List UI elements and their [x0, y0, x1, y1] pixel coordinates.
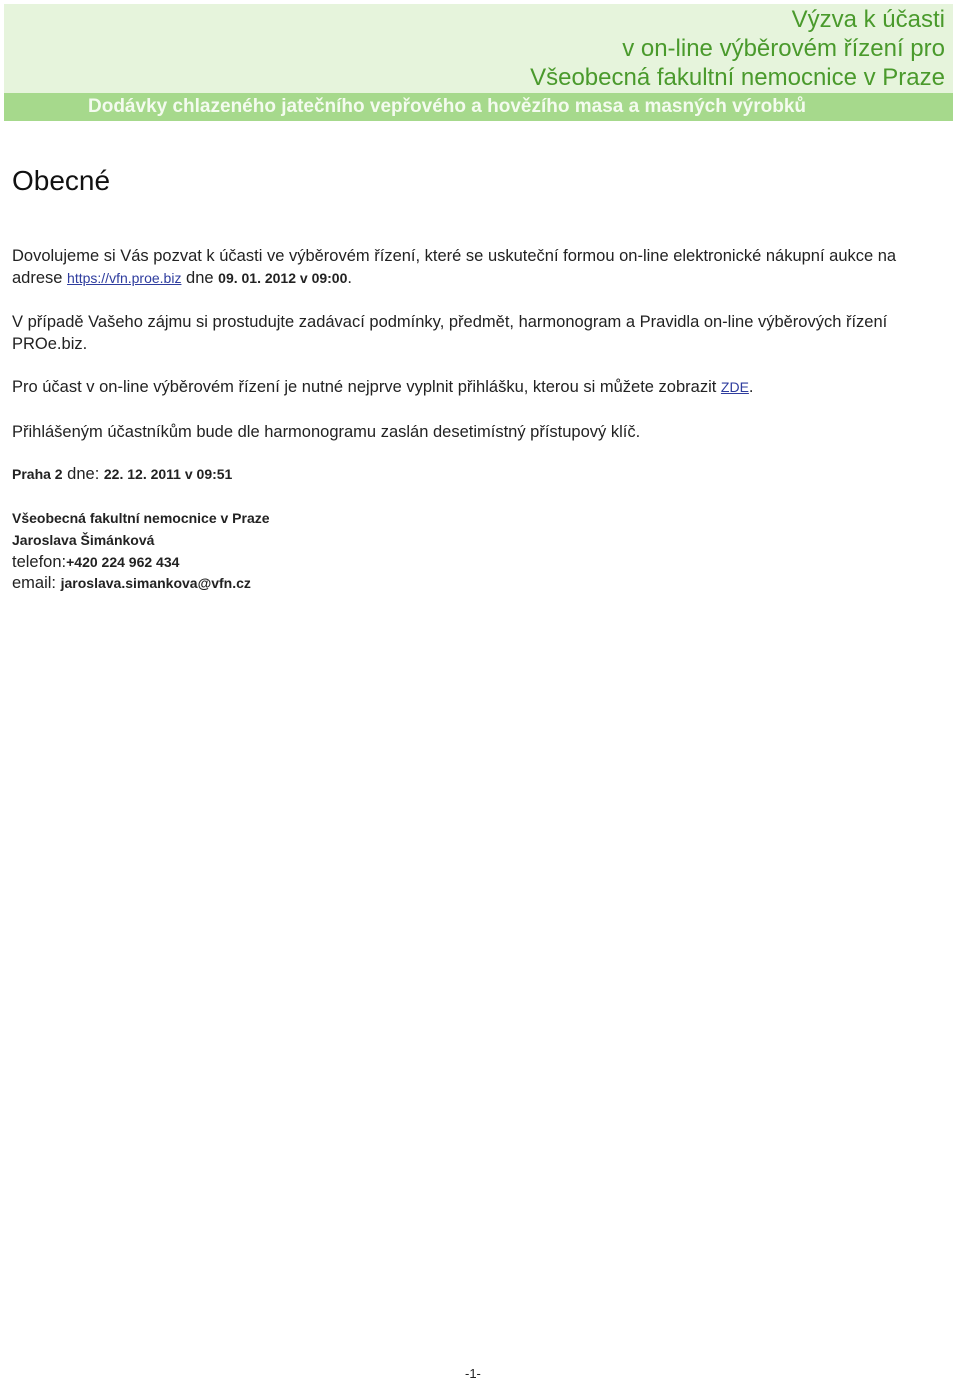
invitation-paragraph [12, 245, 942, 289]
signature-email [12, 573, 251, 593]
contact-name: Jaroslava Šimánková [12, 532, 155, 548]
organization-name: Všeobecná fakultní nemocnice v Praze [12, 510, 270, 526]
phone-value: +420 224 962 434 [66, 554, 180, 570]
issue-date-line [12, 464, 232, 484]
document-header [4, 4, 953, 121]
header-title-line-3: Všeobecná fakultní nemocnice v Praze [530, 64, 945, 91]
header-title-line-1: Výzva k účasti [791, 6, 945, 33]
registration-text: Pro účast v on-line výběrovém řízení je nutné nejprve vyplnit přihlášku, kterou si můžete zobrazit [12, 378, 721, 396]
access-key-paragraph: Přihlášeným účastníkům bude dle harmonogramu zaslán desetimístný přístupový klíč. [12, 423, 641, 441]
signature-name [12, 530, 154, 550]
email-value: jaroslava.simankova@vfn.cz [60, 575, 251, 591]
invitation-end: . [347, 269, 352, 287]
signature-phone [12, 552, 179, 572]
header-title-line-2: v on-line výběrovém řízení pro [622, 35, 945, 62]
registration-form-link[interactable]: ZDE [720, 379, 749, 395]
issue-place: Praha 2 [12, 466, 63, 482]
issue-date-label: dne: [62, 465, 104, 483]
header-subtitle: Dodávky chlazeného jatečního vepřového a hovězího masa a masných výrobků [88, 96, 807, 117]
email-label: email: [12, 574, 61, 592]
issue-date-value: 22. 12. 2011 v 09:51 [103, 466, 233, 482]
signature-organization [12, 508, 270, 528]
phone-label: telefon: [12, 553, 67, 571]
auction-url-link[interactable]: https://vfn.proe.biz [67, 270, 182, 286]
conditions-paragraph: V případě Vašeho zájmu si prostudujte zadávací podmínky, předmět, harmonogram a Pravidla on-line výběrových řízení PROe.biz. [12, 313, 888, 353]
subtitle-bar [4, 93, 953, 121]
section-heading: Obecné [12, 165, 111, 196]
page-number: -1- [465, 1366, 481, 1381]
registration-end: . [748, 378, 754, 396]
invitation-text: Dovolujeme si Vás pozvat k účasti ve výběrovém řízení, které se uskuteční formou on-line elektronické nákupní aukce na adrese [12, 247, 897, 287]
registration-paragraph [12, 376, 942, 398]
auction-datetime: 09. 01. 2012 v 09:00 [218, 270, 348, 286]
invitation-date-label: dne [181, 269, 219, 287]
